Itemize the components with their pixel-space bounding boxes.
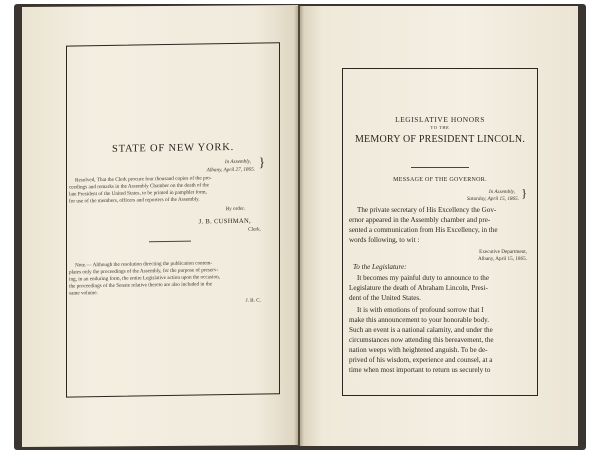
resolution-line: late President of the United States, to be printed in pamphlet form, [69,189,207,198]
brace-icon: } [258,154,265,170]
para1-line: Legislature the death of Abraham Lincoln, Presi- [349,284,488,292]
intro-line: The private secretary of His Excellency the Gov- [357,206,497,214]
left-page-title: STATE OF NEW YORK. [111,141,235,155]
resolution-line: ceedings and remarks in the Assembly Chamber on the death of the [69,182,209,191]
para2-line: Such an event is a national calamity, and under the [349,326,493,334]
para2-line: make this announcement to your honorable body. [349,316,490,324]
message-heading: MESSAGE OF THE GOVERNOR. [393,177,487,183]
clerk-name: J. B. CUSHMAN, [198,217,251,226]
divider [149,241,191,243]
heading-to-the: TO THE [430,125,450,130]
heading-legislative-honors: LEGISLATIVE HONORS [395,115,485,124]
salutation: To the Legislature: [353,263,407,271]
right-page [300,6,578,446]
date-line-2: Saturday, April 15, 1865. [466,196,519,202]
heading-memory: MEMORY OF PRESIDENT LINCOLN. [354,134,526,145]
clerk-title: Clerk. [248,226,261,233]
intro-line: words following, to wit : [349,236,420,244]
dept-line-1: Executive Department, [479,249,527,255]
date-line-1: In Assembly, [488,189,515,195]
right-page-border [342,68,538,396]
left-page-border [66,42,280,397]
brace-icon: } [521,186,527,200]
note-line: same volume. [69,290,98,297]
para2-line: nation weeps with heightened anguish. To be de- [349,346,488,354]
left-page [22,5,298,447]
note-line: plates only the proceedings of the Assembly, for the purpose of preserv- [69,267,219,276]
para2-line: prived of his wisdom, experience and counsel, at a [349,356,493,364]
para2-line: It is with emotions of profound sorrow that I [357,306,484,314]
intro-line: sented a communication from His Excellency, in the [349,226,498,234]
assembly-line-2: Albany, April 27, 1865. [206,166,255,174]
intro-line: ernor appeared in the Assembly chamber and pre- [349,216,491,224]
resolution-line: for use of the members, officers and reporters of the Assembly. [69,196,200,205]
para1-line: It becomes my painful duty to announce to the [357,274,489,282]
note-line: the proceedings of the Senate relative thereto are also included in the [69,281,213,290]
note-line: ing, in an enduring form, the entire Legislative action upon the occasion, [69,274,220,283]
divider [411,167,469,168]
note-initials: J. B. C. [245,297,261,304]
dept-line-2: Albany, April 15, 1865. [478,256,527,262]
para1-line: dent of the United States. [349,294,421,302]
para2-line: circumstances now attending this bereavement, the [349,336,494,344]
book-gutter [294,6,304,446]
by-order: By order. [225,205,245,213]
note-line: Note.— Although the resolution directing the publication contem- [75,260,213,269]
assembly-line-1: In Assembly, [224,158,251,166]
resolution-line: Resolved, That the Clerk procure four thousand copies of the pro- [75,175,212,184]
para2-line: time when most important to return us securely to [349,366,491,374]
